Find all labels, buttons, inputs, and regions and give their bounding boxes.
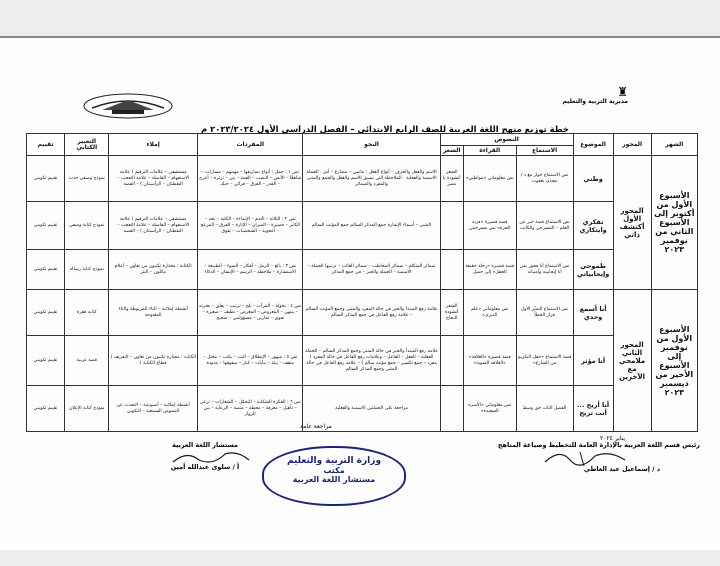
reading-cell: نص معلوماتي «مواطني»	[463, 156, 516, 202]
month-cell: الأسبوع الأول من أكتوبر إلى الأسبوع الثاني من نوفمبر ٢٠٢٣	[651, 156, 697, 290]
grammar-cell: المثنى – أسماء الإشارة جمع المذكر السالم جمع المؤنث السالم	[303, 202, 440, 250]
ministry-header	[528, 86, 628, 120]
evaluation-cell: تقييم تكويني	[27, 386, 65, 432]
handwritten-signature-left	[165, 448, 255, 468]
vocabulary-cell: نص ١ : جمل : أنواع تصاريفها – مهنتهم – مسارات – شاهقًا – الأنس – النصب – القمة – بين – ثرثرة – أعرج – القدر – الفرق – قرائي – حبك	[197, 156, 303, 202]
evaluation-cell: تقييم تكويني	[27, 290, 65, 336]
poetry-cell	[440, 386, 463, 432]
listening-cell: نص الاستماع حوار مع د / مجدي يعقوب	[516, 156, 573, 202]
evaluation-cell: تقييم تكويني	[27, 202, 65, 250]
listening-cell: الفصل الثاث حق وسط	[516, 386, 573, 432]
signature-left-name: أ / سلوى عبدالله أمين	[170, 463, 240, 471]
dictation-cell: الكتابة : مختارة تكتبون من تعاون – أعلام مائلون – النثر	[109, 250, 198, 290]
top-margin	[0, 0, 720, 36]
listening-cell: نص الاستماع أنا فخور بمن أنا إيجابيته وأمنياته	[516, 250, 573, 290]
bottom-margin	[0, 550, 720, 566]
table-row	[27, 386, 698, 432]
table-row	[27, 156, 698, 202]
header-month: الشهر	[651, 134, 697, 156]
poetry-cell	[440, 336, 463, 386]
header-listening: الاستماع	[516, 146, 573, 156]
header-dictation: إملاء	[109, 134, 198, 156]
reading-cell: قصة قصيرة «العلاقة» «العلاقة السوية»	[463, 336, 516, 386]
reading-cell: نص معلوماتي «الأسرة السعيدة»	[463, 386, 516, 432]
reading-cell: نص معلوماتي «علم الديري»	[463, 290, 516, 336]
stamp-line1: وزارة التربية والتعليم	[286, 456, 382, 466]
review-label: مراجعة عامة	[300, 423, 332, 430]
header-grammar: النحو	[303, 134, 440, 156]
grammar-cell: ضمائر المتكلم – ضمائر المخاطب – ضمائر الغائب – ترتيبها الجملة – الاسمية – الجملة والخبر – في جمع المذكر	[303, 250, 440, 290]
ministry-logo	[82, 92, 174, 120]
evaluation-cell: تقييم تكويني	[27, 250, 65, 290]
reading-cell: قصة قصيرة «رحلة حقيقة الحقل» إلى جميل	[463, 250, 516, 290]
vocabulary-cell: نص ٢ : الثلاثة – الندم – الإضاءة – الكلية – يجد – الكابر – حصيرة – الميزان – الإنارة – الفرق – المزعج – أعجوبة – الشخصيات – تفوق	[197, 202, 303, 250]
header-drawing: التعبير الكتابي	[65, 134, 109, 156]
eagle-icon: ♜	[617, 85, 628, 99]
grammar-cell: الاسم والفعل والحرف – أنواع الفعل : ماضي – مضارع – أمر . الجملة الاسمية والفعلية . الملاحظة التي تسبق الاسم والفعل والجمع والمثنى والمفرد والضمائر	[303, 156, 440, 202]
axis-cell: المحور الأول أكتشف ذاتي	[613, 156, 651, 290]
topic-cell: طموحي وإيجابياتي	[573, 250, 613, 290]
axis-cell: المحور الثاني ملامحي مع الآخرين	[613, 290, 651, 432]
drawing-cell: نموذج كتابة رسالة	[65, 250, 109, 290]
dictation-cell: مستشفى – علامات الترقيم ( علامة الاستفهام – الفاصلة – علامة التعجب – النقطتان – الرأسيتان ) – القصة	[109, 156, 198, 202]
table-row	[27, 290, 698, 336]
header-poetry: الشعر	[440, 146, 463, 156]
page-title: خطة توزيع منهج اللغة العربية للصف الرابع الابتدائي – الفصل الدراسي الأول ٢٠٢٣/٢٠٢٤ م	[201, 124, 569, 134]
dictation-cell: الكتابة : مختارة تكتبون من تعاون – التعريف ( قطاع الكتابة )	[109, 336, 198, 386]
drawing-cell: كتابة فقرة	[65, 290, 109, 336]
header-topic: الموضوع	[573, 134, 613, 156]
poetry-cell: الشعر أنشودة يا مصر	[440, 156, 463, 202]
header-evaluation: تقييم	[27, 134, 65, 156]
grammar-cell: علامة رفع المبتدأ والخبر في حالة المثنى وجمع المذكر السالم – الجملة الفعلية – الفعل – الفاعل – وعلامات رفع الفاعل في حالة المفرد ( مفرد – جمع تكسير – جمع مؤنث سالم ) – علامة رفع الفاعل في حالة المثنى وجمع المذكر السالم	[303, 336, 440, 386]
dictation-cell: أنشطة إملائية – أسبوعية – التحدث عن النصوص السمعية – التكوين	[109, 386, 198, 432]
vocabulary-cell: نص ٦ : الفكرة الشكلية – التجمّل – الشعارات – ترعى – تأهيل – معرفة – محطة – منصة – الرعاية – بين الزوار	[197, 386, 303, 432]
topic-cell: أنا مؤثر	[573, 336, 613, 386]
evaluation-cell: تقييم تكويني	[27, 336, 65, 386]
dictation-cell: أنشطة إملائية – التاء المربوطة والتاء المفتوحة	[109, 290, 198, 336]
official-stamp	[262, 446, 406, 506]
handwritten-signature	[540, 446, 630, 468]
header-reading: القراءة	[463, 146, 516, 156]
listening-cell: نص الاستماع قصة خير عن العلم – المسرحي والكاتب	[516, 202, 573, 250]
document-date: يناير ٢٠٢٤	[600, 435, 626, 442]
signature-right-title: رئيس قسم اللغة العربية بالإدارة العامة للتخطيط وصياغة المناهج	[497, 441, 700, 449]
poetry-cell	[440, 250, 463, 290]
vocabulary-cell: نص ٥ : مبهور – الإنطلاق – البث – بكتب – مختل – مثقف – بيئة – بنايات – كبار – سقوفها – مدودة	[197, 336, 303, 386]
evaluation-cell: تقييم تكويني	[27, 156, 65, 202]
topic-cell: أنا أسمع وحدي	[573, 290, 613, 336]
topic-cell: أنا أريح ... أنت تريح	[573, 386, 613, 432]
curriculum-table	[26, 133, 698, 432]
reading-cell: قصة قصيرة «فرنة الجرة» نص مسرحيتي	[463, 202, 516, 250]
signature-right-name: د / إسماعيل عبد العاطي	[583, 465, 660, 473]
listening-cell: نص الاستماع التميّز الأول قرار الخطأ	[516, 290, 573, 336]
listening-cell: قصة الاستماع «حفل التكريم من الشارع»	[516, 336, 573, 386]
poetry-cell	[440, 202, 463, 250]
dictation-cell: مستشفى – علامات الترقيم ( علامة الاستفهام – الفاصلة – علامة التعجب – النقطتان – الرأسيتان ) – القصة	[109, 202, 198, 250]
drawing-cell: نموذج كتابة الإعلان	[65, 386, 109, 432]
drawing-cell: نموذج كتابة وصفي	[65, 202, 109, 250]
table-row	[27, 202, 698, 250]
stamp-line2: مكتب	[323, 466, 345, 475]
vocabulary-cell: نص ٣ : بائع – الرمل – أفكار – الضوء – الطبيعة – الاستشارة – ملاحظة – الرسم – الإنسان – الذكاء	[197, 250, 303, 290]
header-axis: المحور	[613, 134, 651, 156]
topic-cell: وطني	[573, 156, 613, 202]
signature-left-title: مستشار اللغة العربية	[172, 441, 238, 449]
stamp-line3: مستشار اللغة العربية	[292, 475, 376, 484]
month-cell: الأسبوع الأول من نوفمبر إلى الأسبوع الأخير من ديسمبر ٢٠٢٣	[651, 290, 697, 432]
drawing-cell: قصة عربية	[65, 336, 109, 386]
header-texts: النصوص	[440, 134, 573, 146]
ministry-name: مديرية التربية والتعليم	[562, 98, 628, 105]
grammar-cell: مراجعة على الجملتين الاسمية والفعلية	[303, 386, 440, 432]
drawing-cell: نموذج وصفي حدث	[65, 156, 109, 202]
poetry-cell: الشعر أنشودة النجاح	[440, 290, 463, 336]
topic-cell: تفكري وابتكاري	[573, 202, 613, 250]
header-vocabulary: المفردات	[197, 134, 303, 156]
table-row	[27, 250, 698, 290]
table-row	[27, 336, 698, 386]
vocabulary-cell: نص ٤ : بجولة – المرأب – تلح – ترتيب – يعلق – بعثرته – ينتهي – المعروض – المعرض – نظيف – صغيرة – تقوى – تمارين – مسؤوليتي – صحيح	[197, 290, 303, 336]
grammar-cell: علامة رفع المبتدأ والخبر في حالة المفرد والمثنى وجمع المؤنث السالم – علامة رفع الفاعل في جمع المذكر السالم	[303, 290, 440, 336]
